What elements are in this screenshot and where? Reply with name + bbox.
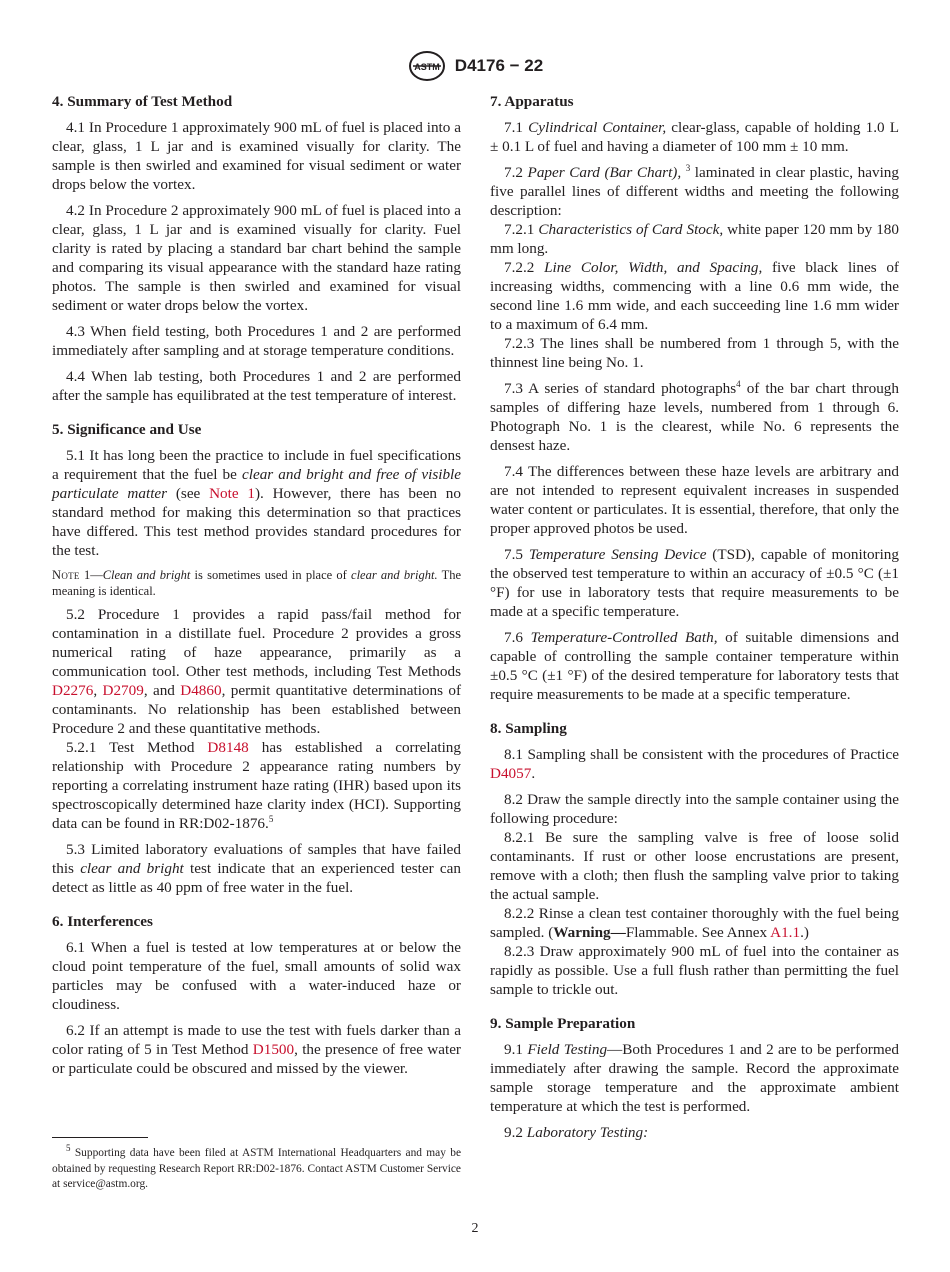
svg-text:ASTM: ASTM (414, 62, 440, 72)
para-4-3: 4.3 When field testing, both Procedures 1 and 2 are performed immediately after sampling and at storage temperature conditions. (52, 323, 461, 359)
annex-a1-1-link[interactable]: A1.1 (770, 924, 801, 941)
para-7-2-2: 7.2.2 Line Color, Width, and Spacing, five black lines of increasing widths, commencing with a line 0.6 mm wide, the second line 1.6 mm wide, and each succeeding line 1.6 mm wider to a maximum of 6.4 mm. (490, 259, 899, 333)
d4860-link[interactable]: D4860 (180, 682, 222, 699)
para-9-1: 9.1 Field Testing—Both Procedures 1 and 2 are to be performed immediately after drawing the sample. Record the approximate sample storage temperature and the approximate ambient temperature at which the test is performed. (490, 1041, 899, 1115)
para-7-5: 7.5 Temperature Sensing Device (TSD), capable of monitoring the observed test temperature to within an accuracy of ±0.5 °C (±1 °F) for use in laboratory tests that require measurements to be made at a specific temperature. (490, 546, 899, 620)
para-5-2-1: 5.2.1 Test Method D8148 has established a correlating relationship with Procedure 2 appearance rating numbers by reporting a correlating instrument haze rating (IHR) based upon its spectroscopically determined haze clarity index (HCI). Supporting data can be found in RR:D02-1876.$^5$ (52, 739, 461, 832)
left-column (52, 92, 461, 1085)
para-7-1: 7.1 Cylindrical Container, clear-glass, capable of holding 1.0 L ± 0.1 L of fuel and having a diameter of 100 mm ± 10 mm. (490, 119, 899, 155)
para-8-2-2: 8.2.2 Rinse a clean test container thoroughly with the fuel being sampled. (Warning—Flammable. See Annex A1.1.) (490, 905, 899, 941)
d2276-link[interactable]: D2276 (52, 682, 94, 699)
para-8-2-1: 8.2.1 Be sure the sampling valve is free of loose solid contaminants. If rust or other loose encrustations are present, remove with a cloth; then flush the sampling valve prior to taking the actual sample. (490, 829, 899, 903)
section-7-title: 7. Apparatus (490, 93, 574, 110)
section-8-title: 8. Sampling (490, 720, 567, 737)
section-4-title: 4. Summary of Test Method (52, 93, 233, 110)
page-number: 2 (471, 1221, 479, 1236)
para-7-6: 7.6 Temperature-Controlled Bath, of suitable dimensions and capable of controlling the sample container temperature within ±0.5 °C (±1 °F) of the desired temperature for laboratory tests that require measurements to be made at a specific temperature. (490, 629, 899, 703)
para-7-2-3: 7.2.3 The lines shall be numbered from 1 through 5, with the thinnest line being No. 1. (490, 335, 899, 371)
page-header (0, 50, 950, 82)
para-4-4: 4.4 When lab testing, both Procedures 1 and 2 are performed after the sample has equilibrated at the test temperature of interest. (52, 368, 461, 404)
footnote-5-ref[interactable]: 5 (268, 813, 274, 824)
document-id: D4176 − 22 (454, 56, 544, 75)
section-5-title: 5. Significance and Use (52, 421, 202, 438)
d1500-link[interactable]: D1500 (252, 1041, 295, 1058)
note-1-link[interactable]: Note 1 (209, 485, 255, 502)
note-1: Note 1—Clean and bright is sometimes used in place of clear and bright. The meaning is identical. (52, 568, 461, 598)
para-8-2: 8.2 Draw the sample directly into the sample container using the following procedure: (490, 791, 899, 827)
para-5-3: 5.3 Limited laboratory evaluations of samples that have failed this clear and bright test indicate that an experienced tester can detect as little as 40 ppm of free water in the fuel. (52, 841, 462, 896)
section-9-title: 9. Sample Preparation (490, 1015, 636, 1032)
para-6-2: 6.2 If an attempt is made to use the test with fuels darker than a color rating of 5 in Test Method D1500, the presence of free water or particulate could be obscured and missed by the viewer. (52, 1022, 461, 1077)
para-7-3: 7.3 A series of standard photographs$^4$ of the bar chart through samples of differing haze levels, numbered from 1 through 6. Photograph No. 1 is the clearest, while No. 6 represents the densest haze. (490, 378, 899, 454)
right-column (490, 92, 899, 1149)
para-5-2: 5.2 Procedure 1 provides a rapid pass/fail method for contamination in a distillate fuel. Procedure 2 provides a gross numerical rating of haze appearance, primarily as a communication tool. Other test methods, including Test Methods D2276, D2709, and D4860, permit quantitative determinations of contaminants. No relationship has been established between Procedure 2 and these quantitative methods. (52, 606, 462, 737)
para-8-2-3: 8.2.3 Draw approximately 900 mL of fuel into the container as rapidly as possible. Use a full flush rather than permitting the fuel sample to trickle out. (490, 943, 899, 998)
d8148-link[interactable]: D8148 (207, 739, 249, 756)
para-7-2: 7.2 Paper Card (Bar Chart), $^3$ laminated in clear plastic, having five parallel lines of different widths and meeting the following description: (490, 162, 899, 219)
footnote-divider (52, 1137, 148, 1138)
para-4-1: 4.1 In Procedure 1 approximately 900 mL of fuel is placed into a clear, glass, 1 L jar and is examined visually for clarity. The sample is then swirled and examined for visual sediment or water drops below the vortex. (52, 119, 461, 193)
para-5-1: 5.1 It has long been the practice to include in fuel specifications a requirement that the fuel be clear and bright and free of visible particulate matter (see Note 1). However, there has been no standard method for making this determination so that practices have differed. This test method provides standard procedures for the test. (52, 447, 462, 559)
section-6-title: 6. Interferences (52, 913, 153, 930)
d2709-link[interactable]: D2709 (102, 682, 144, 699)
para-6-1: 6.1 When a fuel is tested at low temperatures at or below the cloud point temperature of the fuel, small amounts of solid wax particles may be confused with a water-induced haze or cloudiness. (52, 939, 461, 1013)
d4057-link[interactable]: D4057 (490, 765, 532, 782)
footnote-3-ref[interactable]: 3 (685, 162, 691, 173)
astm-logo-icon (407, 50, 447, 82)
footnote-5: $^5$ Supporting data have been filed at ASTM International Headquarters and may be obtained by requesting Research Report RR:D02-1876. Contact ASTM Customer Service at service@astm.org. (52, 1143, 461, 1190)
para-4-2: 4.2 In Procedure 2 approximately 900 mL of fuel is placed into a clear, glass, 1 L jar and is examined visually for clarity. Fuel clarity is rated by placing a standard bar chart behind the sample and comparing its visual appearance with the standard haze rating photos. The sample is then swirled and examined for visual sediment or water drops below the vortex. (52, 202, 461, 314)
para-8-1: 8.1 Sampling shall be consistent with the procedures of Practice D4057. (490, 746, 899, 782)
para-7-4: 7.4 The differences between these haze levels are arbitrary and are not intended to represent equivalent increases in suspended water content or particulates. It is essential, therefore, that only the proper approved photos be used. (490, 463, 899, 537)
para-9-2: 9.2 Laboratory Testing: (504, 1124, 649, 1141)
para-7-2-1: 7.2.1 Characteristics of Card Stock, white paper 120 mm by 180 mm long. (490, 221, 899, 257)
footnote-4-ref[interactable]: 4 (736, 378, 741, 389)
